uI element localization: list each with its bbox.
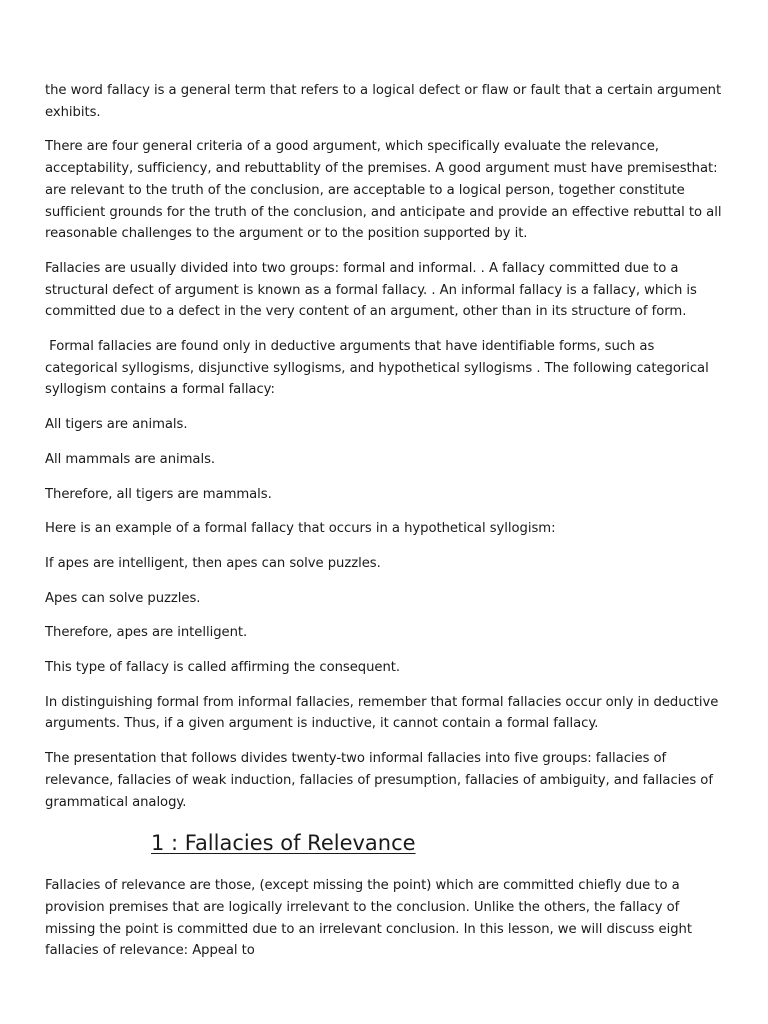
section-heading: 1 : Fallacies of Relevance <box>151 831 416 856</box>
hypothetical-premise-2: Apes can solve puzzles. <box>45 590 201 606</box>
paragraph-relevance-intro: Fallacies of relevance are those, (except missing the point) which are committed chiefly due to a provision premises that are logically irrelevant to the conclusion. Unlike the others, the fallacy of missing the point is committed due to an irrelevant conclusion. In this lesson, we will discuss eight fallacies of relevance: Appeal to <box>45 878 692 959</box>
paragraph-affirming-consequent: This type of fallacy is called affirming the consequent. <box>45 660 401 676</box>
syllogism-conclusion: Therefore, all tigers are mammals. <box>45 486 272 502</box>
paragraph-hypothetical-intro: Here is an example of a formal fallacy that occurs in a hypothetical syllogism: <box>45 521 556 537</box>
hypothetical-conclusion: Therefore, apes are intelligent. <box>45 625 248 641</box>
paragraph-formal-fallacies: Formal fallacies are found only in deductive arguments that have identifiable forms, such as categorical syllogisms, disjunctive syllogisms, and hypothetical syllogisms . The following categorical syllogism contains a formal fallacy: <box>45 339 713 398</box>
paragraph-formal-vs-informal: In distinguishing formal from informal fallacies, remember that formal fallacies occur only in deductive arguments. Thus, if a given argument is inductive, it cannot contain a formal fallacy. <box>45 694 719 732</box>
paragraph-fallacy-groups: Fallacies are usually divided into two groups: formal and informal. . A fallacy committed due to a structural defect of argument is known as a formal fallacy. . An informal fallacy is a fallacy, which is committed due to a defect in the very content of an argument, other than in its structure of form. <box>45 260 697 320</box>
paragraph-five-groups: The presentation that follows divides twenty-two informal fallacies into five groups: fallacies of relevance, fallacies of weak induction, fallacies of presumption, fallacies of ambiguity, and fallacies of grammatical analogy. <box>45 751 713 810</box>
document-page <box>45 80 725 975</box>
syllogism-premise-1: All tigers are animals. <box>45 417 188 433</box>
paragraph-good-argument-criteria: There are four general criteria of a good argument, which specifically evaluate the relevance, acceptability, sufficiency, and rebuttablity of the premises. A good argument must have premisesthat: are relevant to the truth of the conclusion, are acceptable to a logical person, together constitute sufficient grounds for the truth of the conclusion, and anticipate and provide an effective rebuttal to all reasonable challenges to the argument or to the position supported by it. <box>45 139 722 242</box>
syllogism-premise-2: All mammals are animals. <box>45 451 216 467</box>
paragraph-fallacy-definition: the word fallacy is a general term that refers to a logical defect or flaw or fault that a certain argument exhibits. <box>45 83 722 120</box>
hypothetical-premise-1: If apes are intelligent, then apes can solve puzzles. <box>45 555 381 571</box>
